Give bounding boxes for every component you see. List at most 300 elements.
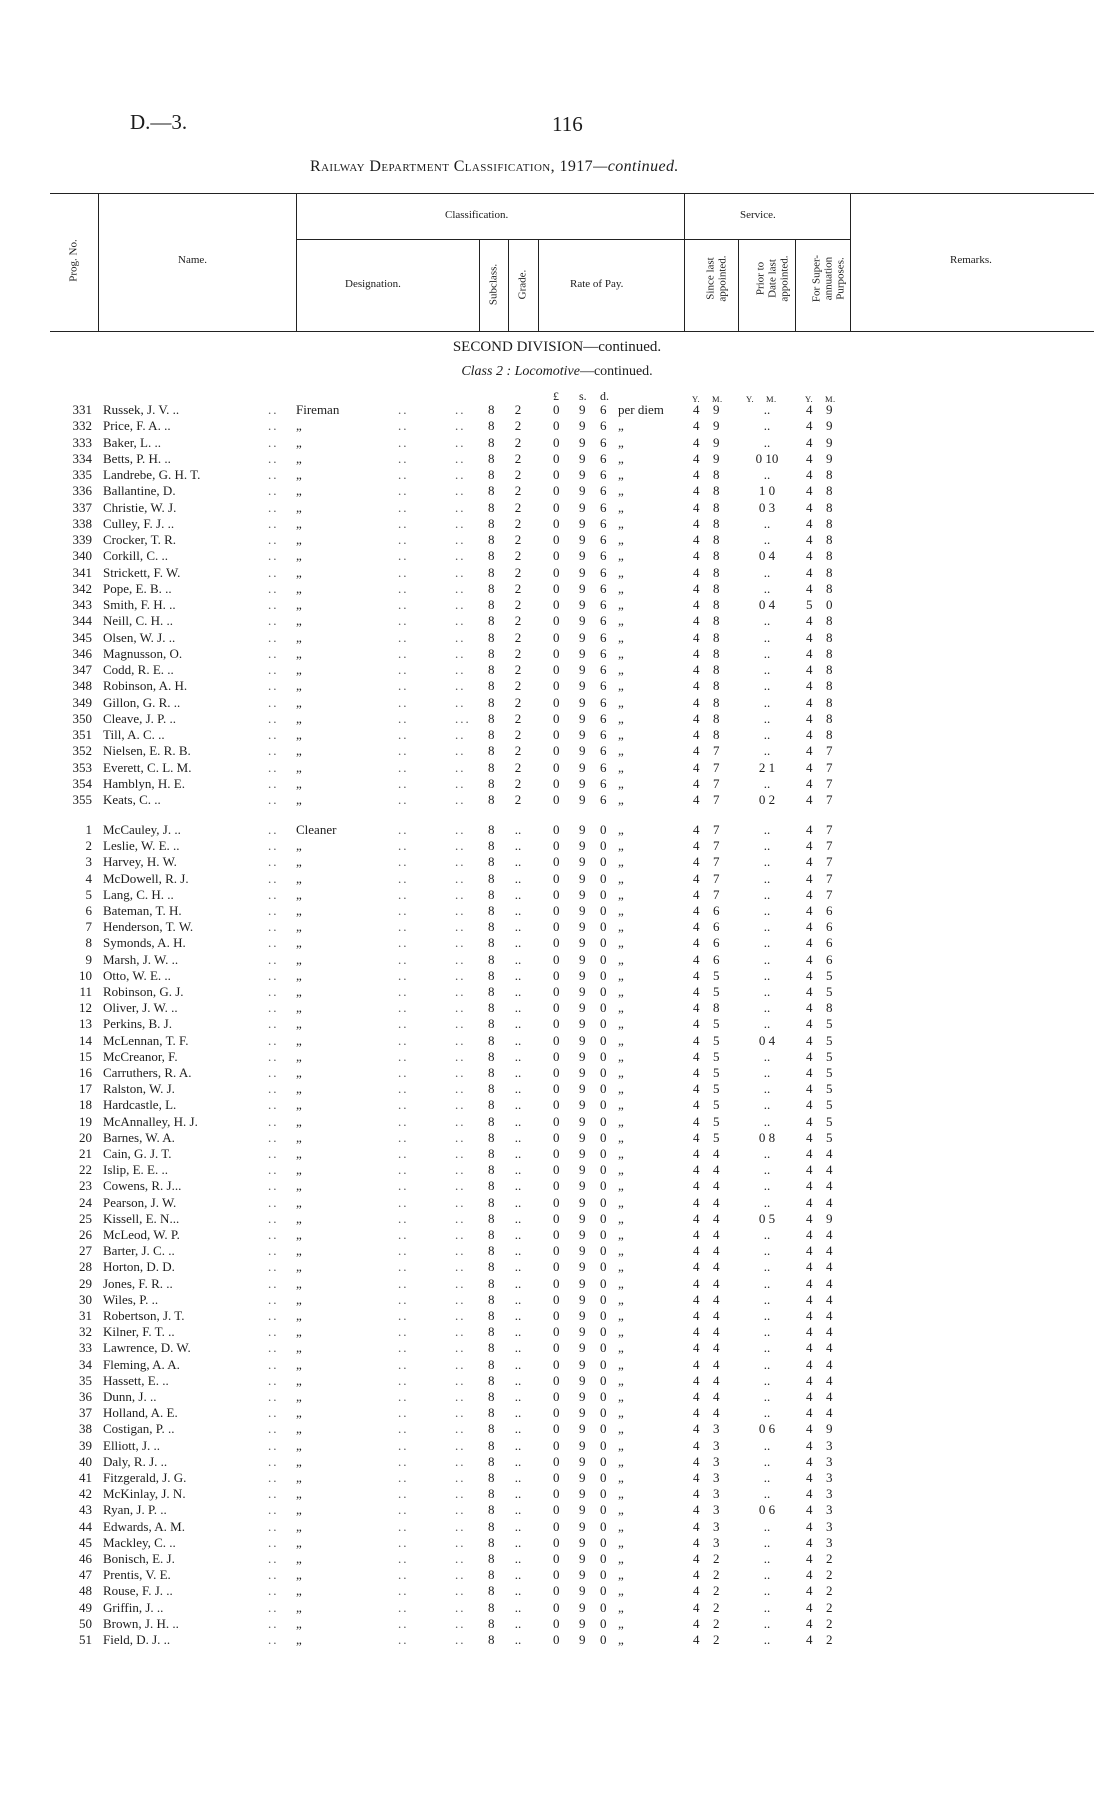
pay-shillings-cell: 9 — [579, 434, 586, 450]
since-last-years-cell: 4 — [693, 935, 700, 951]
super-months-cell: 3 — [826, 1518, 833, 1534]
leader-dots: .. — [268, 1178, 279, 1194]
super-years-cell: 4 — [806, 727, 813, 742]
super-years-cell: 4 — [806, 450, 813, 466]
page-number: 116 — [552, 112, 583, 136]
name-cell: Rouse, F. J. .. — [103, 1583, 173, 1599]
table-row — [0, 1357, 1114, 1373]
pay-period-cell: „ — [618, 1502, 624, 1518]
leader-dots: .. — [398, 838, 409, 854]
table-row — [0, 1130, 1114, 1146]
pay-period-cell: „ — [618, 935, 624, 951]
pay-shillings-cell: 9 — [579, 483, 586, 499]
super-months-cell: 7 — [826, 743, 833, 759]
subclass-cell: 8 — [488, 1567, 495, 1583]
leader-dots: .. — [455, 1502, 466, 1518]
header-super-line-3: Purposes. — [834, 257, 847, 300]
prior-service-cell: 0 10 — [755, 450, 779, 466]
since-last-months-cell: 8 — [713, 532, 720, 547]
since-last-years-cell: 4 — [693, 1632, 700, 1647]
prog-no-cell: 18 — [79, 1097, 92, 1113]
name-cell: Costigan, P. .. — [103, 1421, 175, 1437]
prior-service-cell: .. — [763, 854, 771, 870]
since-last-months-cell: 8 — [713, 662, 720, 677]
pay-period-cell: „ — [618, 1324, 624, 1340]
since-last-years-cell: 4 — [693, 1356, 700, 1372]
since-last-years-cell: 4 — [693, 1567, 700, 1583]
subclass-cell: 8 — [488, 1437, 495, 1453]
name-cell: Jones, F. R. .. — [103, 1275, 173, 1291]
super-months-cell: 3 — [826, 1534, 833, 1550]
pay-pounds-cell: 0 — [553, 967, 560, 983]
name-cell: Lang, C. H. .. — [103, 886, 174, 902]
prog-no-cell: 43 — [79, 1502, 92, 1518]
pay-shillings-cell: 9 — [579, 1291, 586, 1307]
pay-shillings-cell: 9 — [579, 402, 586, 417]
super-months-cell: 8 — [826, 710, 833, 726]
subclass-cell: 8 — [488, 886, 495, 902]
since-last-years-cell: 4 — [693, 1583, 700, 1599]
subclass-cell: 8 — [488, 1146, 495, 1161]
pay-shillings-cell: 9 — [579, 1551, 586, 1566]
pay-pence-cell: 0 — [600, 1534, 607, 1550]
since-last-months-cell: 4 — [713, 1146, 720, 1161]
pay-pence-cell: 6 — [600, 532, 607, 547]
table-row — [0, 871, 1114, 887]
super-years-cell: 4 — [806, 1097, 813, 1113]
designation-cell: „ — [296, 903, 302, 918]
pay-period-cell: „ — [618, 1146, 624, 1161]
super-years-cell: 4 — [806, 759, 813, 775]
super-months-cell: 2 — [826, 1599, 833, 1615]
subclass-cell: 8 — [488, 548, 495, 564]
subclass-cell: 8 — [488, 1534, 495, 1550]
leader-dots: .. — [455, 499, 466, 515]
pay-pence-cell: 6 — [600, 499, 607, 515]
leader-dots: .. — [455, 1016, 466, 1032]
leader-dots: .. — [398, 1129, 409, 1145]
grade-cell: .. — [514, 1518, 522, 1534]
leader-dots: .. — [268, 951, 279, 967]
leader-dots: .. — [455, 854, 466, 870]
leader-dots: .. — [268, 1291, 279, 1307]
header-rate-of-pay: Rate of Pay. — [570, 278, 624, 290]
leader-dots: .. — [268, 1146, 279, 1161]
subclass-cell: 8 — [488, 450, 495, 466]
leader-dots: .. — [455, 1291, 466, 1307]
pay-shillings-cell: 9 — [579, 775, 586, 791]
name-cell: McCauley, J. .. — [103, 822, 181, 837]
pay-pence-cell: 6 — [600, 548, 607, 564]
pay-period-cell: „ — [618, 1308, 624, 1323]
name-cell: Cowens, R. J... — [103, 1178, 182, 1194]
subclass-cell: 8 — [488, 984, 495, 999]
pay-shillings-cell: 9 — [579, 935, 586, 951]
designation-cell: „ — [296, 854, 302, 870]
leader-dots: .. — [398, 1421, 409, 1437]
subclass-cell: 8 — [488, 1227, 495, 1242]
table-row — [0, 919, 1114, 935]
super-months-cell: 8 — [826, 662, 833, 677]
pay-pounds-cell: 0 — [553, 1259, 560, 1275]
pay-period-cell: „ — [618, 1615, 624, 1631]
prog-no-cell: 350 — [72, 710, 92, 726]
prog-no-cell: 25 — [79, 1210, 92, 1226]
pay-period-cell: „ — [618, 1405, 624, 1421]
pay-pence-cell: 0 — [600, 1324, 607, 1340]
leader-dots: .. — [268, 1421, 279, 1437]
designation-cell: „ — [296, 1567, 302, 1583]
prior-service-cell: .. — [763, 710, 771, 726]
since-last-months-cell: 2 — [713, 1615, 720, 1631]
pay-pounds-cell: 0 — [553, 710, 560, 726]
name-cell: Smith, F. H. .. — [103, 597, 176, 612]
super-years-cell: 4 — [806, 870, 813, 886]
leader-dots: .. — [455, 886, 466, 902]
table-row — [0, 1243, 1114, 1259]
pay-pence-cell: 6 — [600, 710, 607, 726]
since-last-months-cell: 8 — [713, 613, 720, 629]
grade-cell: .. — [514, 838, 522, 854]
pay-period-cell: „ — [618, 629, 624, 645]
pay-shillings-cell: 9 — [579, 580, 586, 596]
super-months-cell: 3 — [826, 1437, 833, 1453]
pay-pounds-cell: 0 — [553, 1567, 560, 1583]
since-last-months-cell: 5 — [713, 1129, 720, 1145]
since-last-years-cell: 4 — [693, 1405, 700, 1421]
leader-dots: .. — [268, 822, 279, 837]
pay-pence-cell: 0 — [600, 1259, 607, 1275]
prog-no-cell: 26 — [79, 1227, 92, 1242]
grade-cell: .. — [514, 1227, 522, 1242]
since-last-months-cell: 8 — [713, 580, 720, 596]
pay-period-cell: „ — [618, 1097, 624, 1113]
pay-pounds-cell: 0 — [553, 1502, 560, 1518]
pay-shillings-cell: 9 — [579, 1470, 586, 1485]
pay-period-cell: „ — [618, 418, 624, 434]
super-years-cell: 4 — [806, 402, 813, 417]
unit-pence: d. — [600, 389, 609, 403]
leader-dots: .. — [398, 1162, 409, 1178]
pay-pounds-cell: 0 — [553, 1453, 560, 1469]
pay-period-cell: „ — [618, 1162, 624, 1178]
super-months-cell: 6 — [826, 919, 833, 935]
subclass-cell: 8 — [488, 967, 495, 983]
leader-dots: .. — [398, 1340, 409, 1356]
pay-pounds-cell: 0 — [553, 597, 560, 612]
leader-dots: .. — [455, 1518, 466, 1534]
super-years-cell: 4 — [806, 1534, 813, 1550]
super-years-cell: 4 — [806, 1389, 813, 1404]
pay-shillings-cell: 9 — [579, 1453, 586, 1469]
leader-dots: .. — [455, 467, 466, 482]
pay-pence-cell: 6 — [600, 743, 607, 759]
prog-no-cell: 22 — [79, 1162, 92, 1178]
subclass-cell: 8 — [488, 678, 495, 694]
table-row — [0, 1308, 1114, 1324]
pay-shillings-cell: 9 — [579, 1567, 586, 1583]
pay-period-cell: „ — [618, 1518, 624, 1534]
grade-cell: .. — [514, 967, 522, 983]
pay-pence-cell: 0 — [600, 1000, 607, 1016]
pay-shillings-cell: 9 — [579, 694, 586, 710]
since-last-years-cell: 4 — [693, 1502, 700, 1518]
pay-pounds-cell: 0 — [553, 1308, 560, 1323]
leader-dots: .. — [398, 1615, 409, 1631]
grade-cell: .. — [514, 870, 522, 886]
pay-pounds-cell: 0 — [553, 775, 560, 791]
leader-dots: .. — [268, 580, 279, 596]
leader-dots: .. — [268, 935, 279, 951]
pay-pounds-cell: 0 — [553, 1162, 560, 1178]
grade-cell: 2 — [514, 743, 522, 759]
pay-shillings-cell: 9 — [579, 792, 586, 807]
since-last-years-cell: 4 — [693, 418, 700, 434]
table-row — [0, 678, 1114, 694]
pay-period-cell: „ — [618, 984, 624, 999]
since-last-years-cell: 4 — [693, 1486, 700, 1502]
table-row — [0, 984, 1114, 1000]
pay-shillings-cell: 9 — [579, 1129, 586, 1145]
name-cell: Perkins, B. J. — [103, 1016, 172, 1032]
pay-shillings-cell: 9 — [579, 1000, 586, 1016]
super-months-cell: 4 — [826, 1275, 833, 1291]
leader-dots: .. — [268, 402, 279, 417]
pay-period-cell: „ — [618, 1340, 624, 1356]
super-years-cell: 4 — [806, 1632, 813, 1647]
designation-cell: „ — [296, 1502, 302, 1518]
subclass-cell: 8 — [488, 903, 495, 918]
grade-cell: .. — [514, 1016, 522, 1032]
leader-dots: .. — [398, 1470, 409, 1485]
prog-no-cell: 34 — [79, 1356, 92, 1372]
leader-dots: .. — [455, 1486, 466, 1502]
since-last-years-cell: 4 — [693, 580, 700, 596]
since-last-months-cell: 7 — [713, 854, 720, 870]
since-last-months-cell: 8 — [713, 727, 720, 742]
since-last-years-cell: 4 — [693, 1340, 700, 1356]
prior-service-cell: .. — [763, 919, 771, 935]
leader-dots: .. — [398, 1567, 409, 1583]
pay-shillings-cell: 9 — [579, 645, 586, 661]
super-months-cell: 7 — [826, 854, 833, 870]
leader-dots: .. — [268, 1194, 279, 1210]
grade-cell: 2 — [514, 434, 522, 450]
grade-cell: 2 — [514, 759, 522, 775]
leader-dots: .. — [268, 597, 279, 612]
name-cell: Griffin, J. .. — [103, 1599, 164, 1615]
leader-dots: .. — [268, 967, 279, 983]
grade-cell: .. — [514, 1486, 522, 1502]
prior-service-cell: 0 4 — [758, 597, 776, 612]
pay-shillings-cell: 9 — [579, 1146, 586, 1161]
super-years-cell: 4 — [806, 1178, 813, 1194]
table-row — [0, 1421, 1114, 1437]
subclass-cell: 8 — [488, 1194, 495, 1210]
leader-dots: .. — [268, 467, 279, 482]
pay-pence-cell: 6 — [600, 483, 607, 499]
super-years-cell: 4 — [806, 662, 813, 677]
leader-dots: .. — [268, 694, 279, 710]
leader-dots: .. — [455, 951, 466, 967]
subclass-cell: 8 — [488, 1259, 495, 1275]
pay-pounds-cell: 0 — [553, 564, 560, 580]
since-last-months-cell: 5 — [713, 1097, 720, 1113]
super-years-cell: 4 — [806, 1032, 813, 1048]
designation-cell: „ — [296, 499, 302, 515]
since-last-months-cell: 6 — [713, 951, 720, 967]
pay-pounds-cell: 0 — [553, 1583, 560, 1599]
table-row — [0, 581, 1114, 597]
name-cell: Price, F. A. .. — [103, 418, 171, 434]
leader-dots: .. — [268, 662, 279, 677]
designation-cell: „ — [296, 984, 302, 999]
pay-period-cell: „ — [618, 838, 624, 854]
super-months-cell: 8 — [826, 727, 833, 742]
prior-service-cell: .. — [763, 1567, 771, 1583]
super-months-cell: 8 — [826, 467, 833, 482]
prog-no-cell: 337 — [72, 499, 92, 515]
leader-dots: .. — [398, 743, 409, 759]
super-months-cell: 4 — [826, 1259, 833, 1275]
designation-cell: „ — [296, 1162, 302, 1178]
prog-no-cell: 4 — [85, 870, 92, 886]
pay-shillings-cell: 9 — [579, 822, 586, 837]
super-months-cell: 6 — [826, 951, 833, 967]
leader-dots: .. — [455, 1437, 466, 1453]
designation-cell: „ — [296, 564, 302, 580]
leader-dots: .. — [455, 1421, 466, 1437]
name-cell: Horton, D. D. — [103, 1259, 175, 1275]
prog-no-cell: 2 — [85, 838, 92, 854]
super-years-cell: 4 — [806, 1259, 813, 1275]
pay-pence-cell: 0 — [600, 1129, 607, 1145]
super-years-cell: 4 — [806, 1486, 813, 1502]
grade-cell: 2 — [514, 613, 522, 629]
pay-pounds-cell: 0 — [553, 1486, 560, 1502]
subclass-cell: 8 — [488, 1405, 495, 1421]
header-divider — [795, 239, 796, 331]
designation-cell: „ — [296, 1000, 302, 1016]
designation-cell: „ — [296, 1097, 302, 1113]
name-cell: Christie, W. J. — [103, 499, 177, 515]
leader-dots: .. — [455, 645, 466, 661]
pay-pence-cell: 6 — [600, 418, 607, 434]
subclass-cell: 8 — [488, 1210, 495, 1226]
subclass-cell: 8 — [488, 1583, 495, 1599]
name-cell: McLennan, T. F. — [103, 1032, 189, 1048]
grade-cell: .. — [514, 1032, 522, 1048]
leader-dots: .. — [455, 434, 466, 450]
since-last-months-cell: 3 — [713, 1421, 720, 1437]
designation-cell: „ — [296, 629, 302, 645]
leader-dots: .. — [455, 1632, 466, 1647]
pay-pounds-cell: 0 — [553, 1081, 560, 1097]
pay-shillings-cell: 9 — [579, 1583, 586, 1599]
pay-pence-cell: 6 — [600, 450, 607, 466]
prior-service-cell: 0 6 — [758, 1502, 776, 1518]
table-row — [0, 1600, 1114, 1616]
super-months-cell: 4 — [826, 1146, 833, 1161]
table-row — [0, 1259, 1114, 1275]
pay-pounds-cell: 0 — [553, 1146, 560, 1161]
name-cell: Kissell, E. N... — [103, 1210, 180, 1226]
super-months-cell: 8 — [826, 483, 833, 499]
super-years-cell: 4 — [806, 532, 813, 547]
leader-dots: .. — [268, 1615, 279, 1631]
pay-pence-cell: 0 — [600, 1097, 607, 1113]
table-row — [0, 1583, 1114, 1599]
pay-pounds-cell: 0 — [553, 1615, 560, 1631]
super-years-cell: 4 — [806, 1146, 813, 1161]
designation-cell: „ — [296, 1470, 302, 1485]
leader-dots: .. — [398, 1178, 409, 1194]
leader-dots: .. — [455, 1259, 466, 1275]
pay-shillings-cell: 9 — [579, 678, 586, 694]
grade-cell: .. — [514, 1194, 522, 1210]
leader-dots: .. — [268, 1016, 279, 1032]
super-years-cell: 4 — [806, 710, 813, 726]
grade-cell: 2 — [514, 645, 522, 661]
pay-shillings-cell: 9 — [579, 1502, 586, 1518]
designation-cell: „ — [296, 483, 302, 499]
designation-cell: „ — [296, 1194, 302, 1210]
subclass-cell: 8 — [488, 662, 495, 677]
since-last-years-cell: 4 — [693, 967, 700, 983]
subclass-cell: 8 — [488, 1113, 495, 1129]
grade-cell: .. — [514, 903, 522, 918]
grade-cell: 2 — [514, 678, 522, 694]
header-since-last-line-1: Since last — [704, 257, 717, 300]
super-years-cell: 4 — [806, 1194, 813, 1210]
pay-shillings-cell: 9 — [579, 870, 586, 886]
pay-pounds-cell: 0 — [553, 1437, 560, 1453]
division-heading: SECOND DIVISION—continued. — [452, 339, 662, 355]
designation-cell: „ — [296, 743, 302, 759]
pay-period-cell: „ — [618, 951, 624, 967]
pay-pence-cell: 6 — [600, 678, 607, 694]
since-last-years-cell: 4 — [693, 1065, 700, 1080]
pay-period-cell: „ — [618, 613, 624, 629]
pay-period-cell: „ — [618, 434, 624, 450]
leader-dots: .. — [398, 1259, 409, 1275]
leader-dots: .. — [455, 1372, 466, 1388]
super-months-cell: 9 — [826, 1210, 833, 1226]
name-cell: McLeod, W. P. — [103, 1227, 180, 1242]
since-last-months-cell: 2 — [713, 1632, 720, 1647]
prog-no-cell: 343 — [72, 597, 92, 612]
super-years-cell: 4 — [806, 1502, 813, 1518]
designation-cell: „ — [296, 1210, 302, 1226]
table-row — [0, 402, 1114, 418]
subclass-cell: 8 — [488, 1470, 495, 1485]
pay-period-cell: „ — [618, 903, 624, 918]
subclass-cell: 8 — [488, 1129, 495, 1145]
since-last-years-cell: 4 — [693, 1146, 700, 1161]
pay-pence-cell: 0 — [600, 1389, 607, 1404]
since-last-months-cell: 3 — [713, 1518, 720, 1534]
since-last-months-cell: 4 — [713, 1389, 720, 1404]
pay-shillings-cell: 9 — [579, 710, 586, 726]
leader-dots: .. — [268, 1081, 279, 1097]
since-last-months-cell: 4 — [713, 1405, 720, 1421]
super-years-cell: 4 — [806, 1291, 813, 1307]
prog-no-cell: 333 — [72, 434, 92, 450]
header-classification: Classification. — [445, 209, 509, 221]
pay-pounds-cell: 0 — [553, 1227, 560, 1242]
prior-service-cell: 0 4 — [758, 548, 776, 564]
pay-pounds-cell: 0 — [553, 645, 560, 661]
